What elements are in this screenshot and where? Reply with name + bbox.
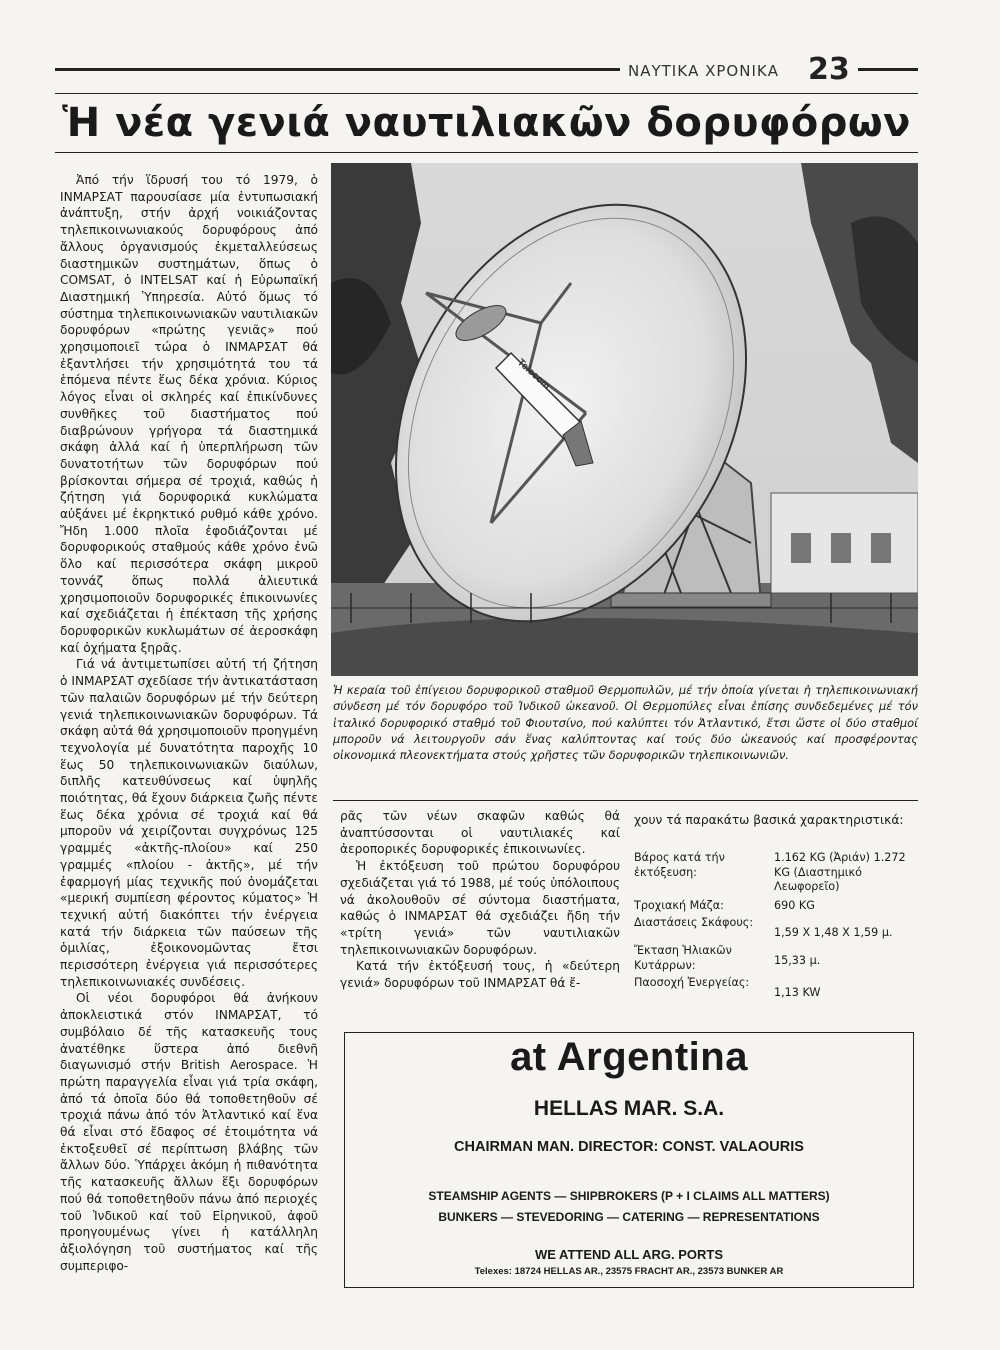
paragraph: Κατά τήν ἐκτόξευσή τους, ἡ «δεύτερη γενιά» δορυφόρων τοῦ ΙΝΜΑΡΣΑΤ θά ἔ-	[340, 959, 620, 991]
spec-label: Τροχιακή Μάζα:	[634, 898, 724, 912]
paragraph: Ἡ ἐκτόξευση τοῦ πρώτου δορυφόρου σχεδιάζεται γιά τό 1988, μέ τούς ὑπόλοιπους νά ἀκολουθοῦν σέ σύντομα διαστήματα, καθώς ὁ ΙΝΜΑΡΣΑΤ θά σχεδιάζει ἤδη τήν «τρίτη γενιά» τῶν ναυτιλιακῶν τηλεπικοινωνιακῶν δορυφόρων.	[340, 859, 620, 957]
ad-services-1: STEAMSHIP AGENTS — SHIPBROKERS (P + I CLAIMS ALL MATTERS)	[428, 1189, 830, 1203]
spec-row	[634, 851, 918, 895]
satellite-antenna-photo	[331, 163, 918, 676]
spec-label: Βάρος κατά τήν ἐκτόξευση:	[634, 851, 725, 879]
spec-label: Παοσοχή Ἐνεργείας:	[634, 976, 750, 990]
spec-value: 15,33 μ.	[774, 953, 821, 967]
spec-value: 690 KG	[774, 898, 815, 912]
caption-rule	[333, 800, 918, 801]
spec-value: 1,59 X 1,48 X 1,59 μ.	[774, 926, 893, 940]
spec-label: Ἔκταση Ἡλιακῶν Κυτάρρων:	[634, 943, 732, 972]
magazine-name: ΝΑΥΤΙΚΑ ΧΡΟΝΙΚΑ	[628, 62, 779, 80]
ad-company: HELLAS MAR. S.A.	[533, 1097, 725, 1120]
ad-telexes: Telexes: 18724 HELLAS AR., 23575 FRACHT AR., 23573 BUNKER AR	[474, 1266, 784, 1277]
header-rule-left	[55, 68, 620, 71]
specs-table	[634, 851, 918, 1001]
page-number: 23	[808, 52, 850, 87]
header-underline	[55, 93, 918, 94]
ad-chairman: CHAIRMAN MAN. DIRECTOR: CONST. VALAOURIS	[454, 1139, 804, 1155]
header-rule-right	[858, 68, 918, 71]
article-title: Ἡ νέα γενιά ναυτιλιακῶν δορυφόρων	[62, 100, 911, 146]
spec-label: Διαστάσεις Σκάφους:	[634, 916, 754, 930]
spec-value: 1,13 KW	[774, 986, 821, 1000]
article-column-1	[60, 172, 318, 1274]
ad-ports: WE ATTEND ALL ARG. PORTS	[534, 1247, 723, 1262]
paragraph: ρᾶς τῶν νέων σκαφῶν καθώς θά ἀναπτύσσονται οἱ ναυτιλιακές καί ἀεροπορικές δορυφορικές ἐπικοινωνίες.	[340, 809, 620, 857]
spec-value: 1.162 KG (Ἀριάν) 1.272 KG (Διαστημικό Λεωφορεῖο)	[774, 851, 906, 894]
specs-intro: χουν τά παρακάτω βασικά χαρακτηριστικά:	[634, 813, 904, 827]
paragraph: Οἱ νέοι δορυφόροι θά ἀνήκουν ἀποκλειστικά στόν ΙΝΜΑΡΣΑΤ, τό συμβόλαιο δέ τῆς κατασκευῆς τους ἀνατέθηκε ὕστερα ἀπό διεθνῆ διαγωνισμό στήν British Aerospace. Ἡ πρώτη παραγγελία εἶναι γιά τρία σκάφη, ἀπό τά ὁποῖα δύο θά τοποθετηθοῦν σέ τροχιά πάνω ἀπό τόν Ἀτλαντικό καί ἕνα θά εἶναι στό ἔδαφος σέ ἑτοιμότητα νά ἐκτοξευθεῖ σέ περίπτωση βλάβης τῶν ἄλλων δύο. Ὑπάρχει ἀκόμη ἡ πιθανότητα τῆς κατασκευῆς ἄλλων ἕξι δορυφόρων πού θά τοποθετηθοῦν πάνω ἀπό περιοχές τοῦ Ἰνδικοῦ καί τοῦ Εἰρηνικοῦ, ἀφοῦ προηγουμένως γίνει ἡ κατάλληλη ἀξιολόγηση τοῦ συστήματος καί τῆς συμπεριφο-	[60, 991, 318, 1273]
spec-row	[634, 944, 918, 973]
paragraph: Ἀπό τήν ἵδρυσή του τό 1979, ὁ ΙΝΜΑΡΣΑΤ παρουσίασε μία ἐντυπωσιακή ἀνάπτυξη, στήν ἀρχή νοικιάζοντας τηλεπικοινωνιακούς δορυφόρους ἀπό ἄλλους ὀργανισμούς ἐκμεταλλεύσεως διαστημικῶν συστημάτων, ὅπως ὁ COMSAT, ὁ INTELSAT καί ἡ Εὐρωπαϊκή Διαστημική Ὑπηρεσία. Αὐτό ὅμως τό σύστημα τηλεπικοινωνιακῶν ναυτιλιακῶν δορυφόρων «πρώτης γενιᾶς» πού χρησιμοποιεῖ τώρα ὁ ΙΝΜΑΡΣΑΤ θά ἐξαντλήσει τήν χρησιμότητά του τά ἑπόμενα πέντε ἕως δέκα χρόνια. Κύριος λόγος εἶναι οἱ σκληρές καί ἐπικίνδυνες συνθῆκες τοῦ διαστήματος πού διαβρώνουν γρήγορα τά διαστημικά σκάφη ἀλλά καί ἡ ὑπερπλήρωση τῶν δυνατοτήτων τῶν δορυφόρων πού βρίσκονται σήμερα σέ τροχιά, καθώς ἡ ζήτηση γιά δορυφορικά κυκλώματα αὐξάνει μέ ἐκρηκτικό ρυθμό κάθε χρόνο. Ἤδη 1.000 πλοῖα ἐφοδιάζονται μέ δορυφορικούς σταθμούς κάθε χρόνο ἐνῶ ὅλο καί περισσότερα σκάφη μικροῦ τοννάζ ὅπως πολλά ἁλιευτικά χρησιμοποιοῦν δορυφορικές ἐπικοινωνίες καί σχεδιάζεται ἡ ἐπέκταση τῆς χρήσης δορυφορικῶν κυκλωμάτων σέ ἀεροσκάφη καί ὀχήματα ξηρᾶς.	[60, 173, 318, 655]
paragraph: Γιά νά ἀντιμετωπίσει αὐτή τή ζήτηση ὁ ΙΝΜΑΡΣΑΤ σχεδίασε τήν ἀντικατάσταση τῶν παλαιῶν δορυφόρων μέ τήν δεύτερη γενιά τηλεπικοινωνιακῶν δορυφόρων. Τά σκάφη αὐτά θά χρησιμοποιοῦν προηγμένη τεχνολογία μέ δυνατότητα παροχῆς 10 ἕως 50 τηλεπικοινωνιακῶν διαύλων, διπλῆς κατευθύνσεως καί ὑψηλῆς ποιότητας, θά ἔχουν διάρκεια ζωῆς πέντε ἕως δέκα χρόνια σέ τροχιά καί θά μποροῦν νά χειρίζονται συγχρόνως 125 γραμμές «ἀκτῆς-πλοίου» καί 250 γραμμές «πλοίου - ἀκτῆς», μέ τήν ἐφαρμογή μίας τεχνικῆς πού ὀνομάζεται «μερική συμπίεση φέροντος κύματος» Ἡ τεχνική αὐτή διακόπτει τήν ἐνέργεια κατά τήν διάρκεια τῶν παύσεων τῆς ὁμιλίας, ἐξοικονομῶντας ἔτσι περισσότερη ἐνέργεια γιά περισσότερες τηλεπικοινωνιακές συνδέσεις.	[60, 657, 318, 989]
photo-caption: Ἡ κεραία τοῦ ἐπίγειου δορυφορικοῦ σταθμοῦ Θερμοπυλῶν, μέ τήν ὁποία γίνεται ἡ τηλεπικοινωνιακή σύνδεση μέ τόν δορυφόρο τοῦ Ἰνδικοῦ ὠκεανοῦ. Οἱ Θερμοπύλες εἶναι ἐπίσης συνδεδεμένες μέ τόν ἰταλικό δορυφορικό σταθμό τοῦ Φιουτσίνο, πού καλύπτει τόν Ἀτλαντικό, ἔτσι ὥστε οἱ δύο σταθμοί μποροῦν νά λειτουργοῦν σάν ἕνας καλύπτοντας καί τούς δύο ὠκεανούς καί προσφέροντας οἰκονομικά πλεονεκτήματα στούς χρῆστες τῶν δορυφορικῶν τηλεπικοινωνιῶν.	[333, 683, 918, 763]
spec-row	[634, 916, 918, 941]
antenna-label: Telecom	[514, 357, 552, 392]
article-column-2	[340, 808, 620, 992]
ad-services-2: BUNKERS — STEVEDORING — CATERING — REPRESENTATIONS	[438, 1210, 820, 1224]
advertisement-box	[344, 1032, 914, 1288]
ad-headline: at Argentina	[510, 1035, 748, 1079]
title-rule	[55, 152, 918, 153]
spec-row	[634, 899, 918, 914]
spec-row	[634, 976, 918, 1001]
